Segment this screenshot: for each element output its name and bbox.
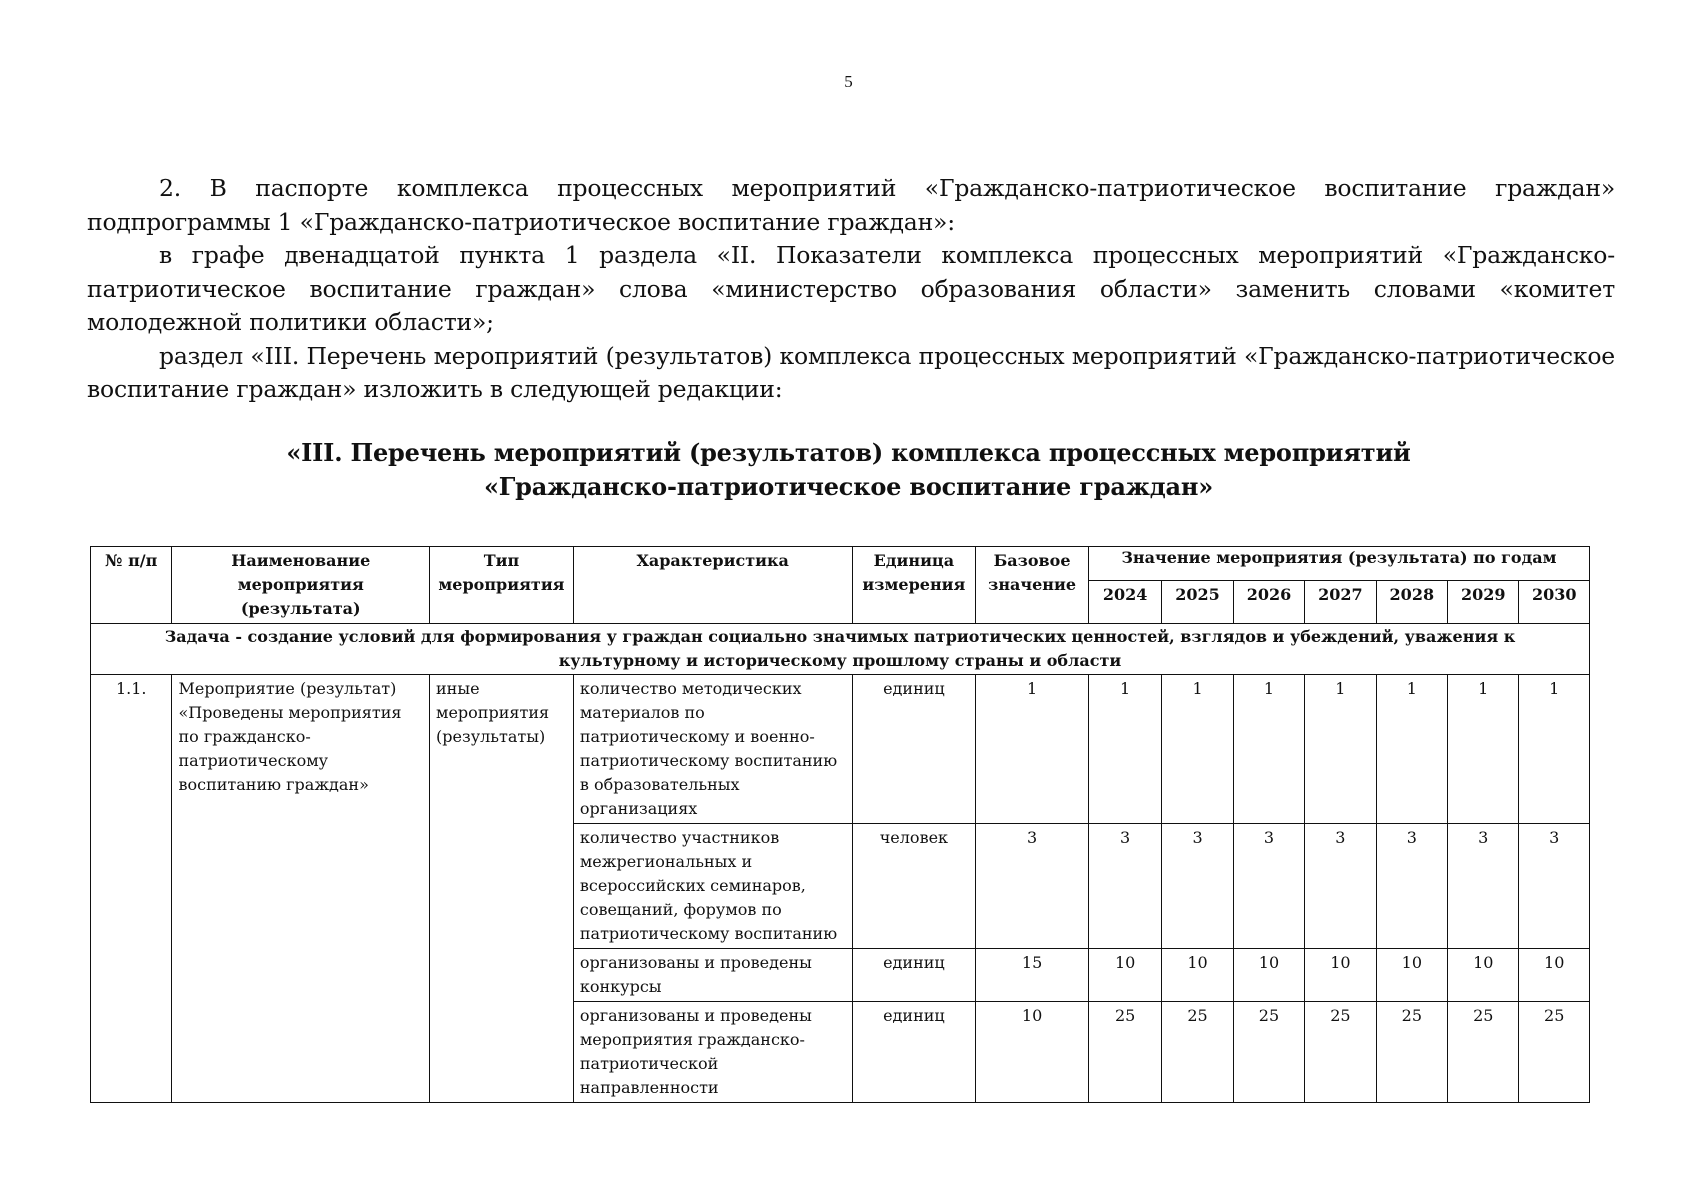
row-value: 1: [1448, 675, 1519, 824]
row-value: 3: [1162, 824, 1233, 949]
row-base: 1: [976, 675, 1089, 824]
item-type: иные мероприятия (результаты): [430, 675, 574, 1103]
measures-table: [90, 546, 1590, 1103]
row-value: 25: [1448, 1002, 1519, 1103]
row-value: 1: [1162, 675, 1233, 824]
row-value: 10: [1448, 949, 1519, 1002]
row-unit: человек: [852, 824, 976, 949]
header-year: 2024: [1088, 581, 1161, 624]
row-value: 1: [1233, 675, 1304, 824]
row-value: 3: [1305, 824, 1376, 949]
row-value: 25: [1305, 1002, 1376, 1103]
row-value: 10: [1233, 949, 1304, 1002]
header-year: 2026: [1233, 581, 1304, 624]
row-value: 25: [1233, 1002, 1304, 1103]
row-value: 1: [1088, 675, 1161, 824]
item-name: Мероприятие (результат) «Проведены мероприятия по гражданско-патриотическому воспитанию граждан»: [172, 675, 430, 1103]
header-type: Тип мероприятия: [430, 547, 574, 624]
row-value: 10: [1305, 949, 1376, 1002]
row-value: 3: [1448, 824, 1519, 949]
row-value: 25: [1162, 1002, 1233, 1103]
row-value: 3: [1376, 824, 1447, 949]
header-unit: Единица измерения: [852, 547, 976, 624]
header-num: № п/п: [91, 547, 172, 624]
header-year: 2030: [1519, 581, 1590, 624]
row-value: 10: [1088, 949, 1161, 1002]
page-number: 5: [844, 72, 853, 91]
row-value: 25: [1519, 1002, 1590, 1103]
row-value: 10: [1162, 949, 1233, 1002]
section-title-line-1: «III. Перечень мероприятий (результатов) комплекса процессных мероприятий: [286, 438, 1411, 467]
row-value: 3: [1519, 824, 1590, 949]
row-value: 10: [1519, 949, 1590, 1002]
paragraph-1: 2. В паспорте комплекса процессных мероприятий «Гражданско-патриотическое воспитание граждан» подпрограммы 1 «Гражданско-патриотическое воспитание граждан»:: [87, 174, 1615, 236]
row-value: 25: [1376, 1002, 1447, 1103]
header-year: 2027: [1305, 581, 1376, 624]
row-base: 15: [976, 949, 1089, 1002]
header-name: Наименование мероприятия (результата): [172, 547, 430, 624]
header-years-group: Значение мероприятия (результата) по годам: [1088, 547, 1589, 581]
row-value: 25: [1088, 1002, 1161, 1103]
item-number: 1.1.: [91, 675, 172, 1103]
document-body: [87, 172, 1615, 407]
row-value: 10: [1376, 949, 1447, 1002]
table-row: [91, 675, 1590, 824]
row-value: 1: [1305, 675, 1376, 824]
header-year: 2025: [1162, 581, 1233, 624]
task-text: Задача - создание условий для формирования у граждан социально значимых патриотических ценностей, взглядов и убеждений, уважения к культурному и историческому прошлому страны и области: [91, 624, 1590, 675]
row-base: 10: [976, 1002, 1089, 1103]
row-characteristic: организованы и проведены конкурсы: [573, 949, 852, 1002]
row-characteristic: количество участников межрегиональных и всероссийских семинаров, совещаний, форумов по патриотическому воспитанию: [573, 824, 852, 949]
row-value: 3: [1088, 824, 1161, 949]
row-base: 3: [976, 824, 1089, 949]
header-year: 2028: [1376, 581, 1447, 624]
header-row-1: [91, 547, 1590, 581]
header-characteristic: Характеристика: [573, 547, 852, 624]
row-value: 1: [1519, 675, 1590, 824]
row-characteristic: организованы и проведены мероприятия гражданско-патриотической направленности: [573, 1002, 852, 1103]
paragraph-3: раздел «III. Перечень мероприятий (результатов) комплекса процессных мероприятий «Гражданско-патриотическое воспитание граждан» изложить в следующей редакции:: [87, 341, 1615, 403]
section-title: [0, 436, 1697, 504]
header-year: 2029: [1448, 581, 1519, 624]
task-row: [91, 624, 1590, 675]
row-unit: единиц: [852, 949, 976, 1002]
row-unit: единиц: [852, 675, 976, 824]
header-base: Базовое значение: [976, 547, 1089, 624]
row-value: 3: [1233, 824, 1304, 949]
row-characteristic: количество методических материалов по патриотическому и военно-патриотическому воспитанию в образовательных организациях: [573, 675, 852, 824]
row-value: 1: [1376, 675, 1447, 824]
paragraph-2: в графе двенадцатой пункта 1 раздела «II. Показатели комплекса процессных мероприятий «Гражданско-патриотическое воспитание граждан» слова «министерство образования области» заменить словами «комитет молодежной политики области»;: [87, 241, 1615, 336]
section-title-line-2: «Гражданско-патриотическое воспитание граждан»: [483, 472, 1214, 501]
row-unit: единиц: [852, 1002, 976, 1103]
